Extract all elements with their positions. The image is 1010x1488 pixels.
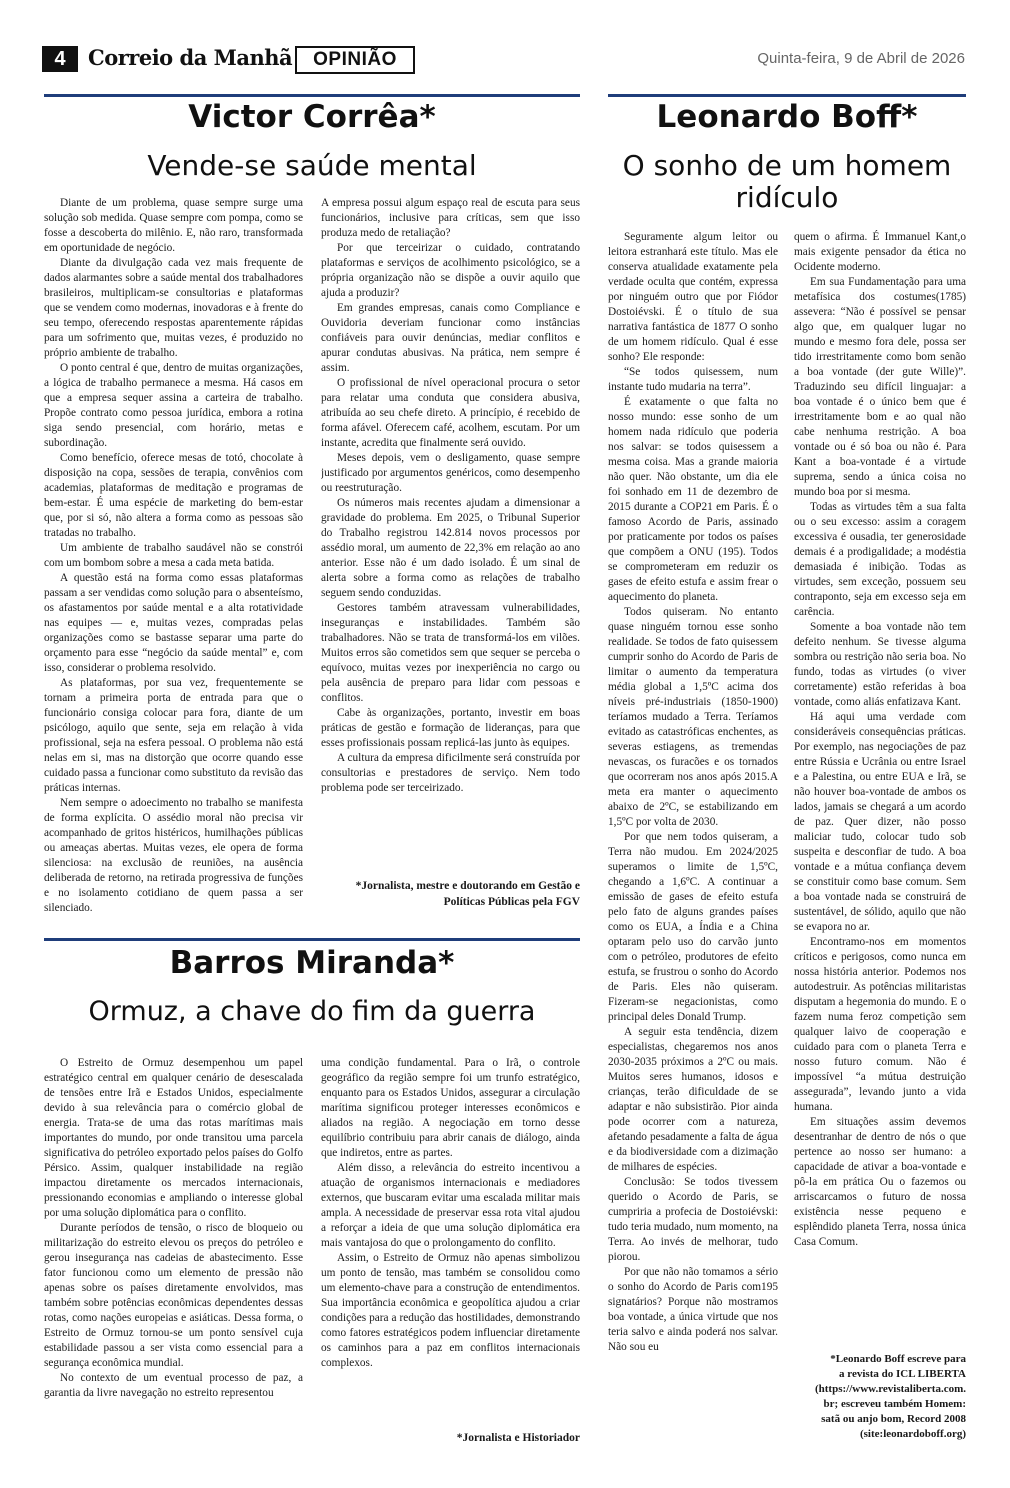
paragraph: A seguir esta tendência, dizem especialistas, chegaremos nos anos 2030-2035 próximos a 2ºC ou mais. Muitos seres humanos, idosos e crianças, terão dificuldade de se adaptar e não subsistirão. Pior ainda pode ocorrer com a natureza, afetando pesadamente a falta de água e da biodiversidade com a dizimação de milhares de espécies. bbox=[608, 1026, 778, 1173]
paragraph: Por que terceirizar o cuidado, contratando plataformas e serviços de acolhimento psicológico, se a própria organização não se dispõe a ouvir aquilo que ajuda a produzir? bbox=[321, 242, 580, 299]
article1-column-2 bbox=[321, 196, 580, 864]
paragraph: Um ambiente de trabalho saudável não se constrói com um bombom sobre a mesa a cada meta batida. bbox=[44, 542, 303, 569]
paragraph: Todas as virtudes têm a sua falta ou o seu excesso: assim a coragem excessiva é ousadia, ter generosidade demais é a prodigalidade; a modéstia demasiada é inibição. Todas as virtudes, sem exceção, possuem seu contraponto, seja em excesso seja em carência. bbox=[794, 501, 966, 618]
header-date: Quinta-feira, 9 de Abril de 2026 bbox=[757, 50, 965, 67]
paragraph: As plataformas, por sua vez, frequentemente se tornam a primeira porta de entrada para que o funcionário consiga colocar para fora, diante de um psicólogo, aquilo que sente, seja em relação à vida profissional, seja na esfera pessoal. O problema não está nelas em si, mas na distorção que ocorre quando esse cuidado passa a funcionar como substituto da revisão das práticas internas. bbox=[44, 677, 303, 794]
article2-column-1 bbox=[44, 1056, 303, 1458]
article2-headline: Ormuz, a chave do fim da guerra bbox=[88, 996, 536, 1027]
article1-credit bbox=[321, 878, 580, 910]
paragraph: Seguramente algum leitor ou leitora estranhará este título. Mas ele conserva atualidade exatamente pela verdade oculta que contém, expressa por ninguém outro que por Fiódor Dostoiévski. É o título de sua narrativa fantástica de 1877 O sonho de um homem ridículo. Qual é esse sonho? Ele responde: bbox=[608, 231, 778, 363]
article3-credit-line: (https://www.revistaliberta.com. bbox=[814, 1383, 966, 1395]
paragraph: É exatamente o que falta no nosso mundo: esse sonho de um homem nada ridículo que poderia nos salvar: se todos quisessem a mesma coisa. Mas a grande maioria não quer. Não obstante, um dia ele foi sonhado em 11 de dezembro de 2015 durante a COP21 em Paris. É o famoso Acordo de Paris, assinado por praticamente por todos os países que compõem a ONU (195). Todos se comprometeram em reduzir os gases de efeito estufa e assim frear o aquecimento do planeta. bbox=[608, 396, 778, 603]
article3-credit-line: a revista do ICL LIBERTA bbox=[839, 1368, 966, 1380]
article1-credit-line: Políticas Públicas pela FGV bbox=[443, 896, 580, 908]
paragraph: Assim, o Estreito de Ormuz não apenas simbolizou um ponto de tensão, mas também se consolidou como um elemento-chave para a construção de entendimentos. Sua importância econômica e geopolítica ajudou a criar condições para a redução das hostilidades, demonstrando como fatores estratégicos podem influenciar diretamente os caminhos para a paz em conflitos internacionais complexos. bbox=[321, 1252, 580, 1369]
newspaper-name: Correio da Manhã bbox=[88, 45, 293, 70]
paragraph: quem o afirma. É Immanuel Kant,o mais exigente pensador da ética no Ocidente moderno. bbox=[794, 231, 966, 273]
article1-column-1 bbox=[44, 196, 303, 916]
paragraph: A questão está na forma como essas plataformas passam a ser vendidas como solução para o absenteísmo, os afastamentos por saúde mental e a alta rotatividade nas equipes — e, muitas vezes, compradas pelas organizações como se bastasse separar uma parte do orçamento para esse “negócio da saúde mental” e, com isso, considerar o problema resolvido. bbox=[44, 572, 303, 674]
article3-credit-line: satã ou anjo bom, Record 2008 bbox=[821, 1413, 966, 1425]
paragraph: Há aqui uma verdade com consideráveis consequências práticas. Por exemplo, nas negociações de paz entre Rússia e Ucrânia ou entre Israel e a Palestina, ou entre EUA e Irã, se não houver boa-vontade de ambos os lados, jamais se chegará a um acordo de paz. Quer dizer, não posso maliciar tudo, colocar tudo sob suspeita e desconfiar de tudo. A boa vontade e a mútua confiança devem se constituir como base comum. Sem a boa vontade nada se construirá de sustentável, de sólido, aquilo que não se evapora no ar. bbox=[794, 711, 966, 933]
article1-credit-line: *Jornalista, mestre e doutorando em Gestão e bbox=[355, 880, 580, 892]
article3-headline: O sonho de um homem ridículo bbox=[622, 149, 952, 215]
article3-author: Leonardo Boff* bbox=[656, 99, 918, 135]
article3-rule bbox=[608, 94, 966, 97]
paragraph: Por que nem todos quiseram, a Terra não mudou. Em 2024/2025 superamos o limite de 1,5ºC, chegando a 1,6ºC. A continuar a emissão de gases de efeito estufa pelo fato de alguns grandes países como os EUA, a Índia e a China optaram pelo uso do carvão junto com o petróleo, produtores de efeito estufa, se frustrou o sonho do Acordo de Paris. Eles não quiseram. Fizeram-se negacionistas, como principal deles Donald Trump. bbox=[608, 831, 778, 1023]
paragraph: “Se todos quisessem, num instante tudo mudaria na terra”. bbox=[608, 366, 778, 393]
paragraph: O ponto central é que, dentro de muitas organizações, a lógica de trabalho permanece a mesma. Há casos em que a empresa sequer assina a carteira de trabalho. Propõe contrato como pessoa jurídica, embora a rotina siga sendo presencial, com horário, metas e subordinação. bbox=[44, 362, 303, 449]
paragraph: Nem sempre o adoecimento no trabalho se manifesta de forma explícita. O assédio moral não precisa vir acompanhado de gritos histéricos, humilhações públicas ou ameaças abertas. Muitas vezes, ele opera de forma silenciosa: na exclusão de reuniões, na ausência deliberada de retorno, na retirada progressiva de funções e no isolamento cotidiano de quem passa a ser silenciado. bbox=[44, 797, 303, 914]
paragraph: Por que não não tomamos a sério o sonho do Acordo de Paris com195 signatários? Porque não mostramos boa vontade, a única virtude que nos teria salvo e ainda poderá nos salvar. Não sou eu bbox=[608, 1266, 778, 1353]
article2-column-2 bbox=[321, 1056, 580, 1408]
paragraph: Como benefício, oferece mesas de totó, chocolate à disposição na copa, sessões de terapia, convênios com academias, plataformas de meditação e programas de bem-estar. É uma espécie de marketing do bem-estar que, por si só, não altera a forma como as pessoas são tratadas no trabalho. bbox=[44, 452, 303, 539]
article2-author: Barros Miranda* bbox=[169, 945, 455, 981]
paragraph: Gestores também atravessam vulnerabilidades, inseguranças e instabilidades. Também são trabalhadores. Não se trata de transformá-los em vilões. Muitos erros são cometidos sem que sequer se perceba o equívoco, muitas vezes por inexperiência no cargo ou pela ausência de preparo para lidar com pessoas e conflitos. bbox=[321, 602, 580, 704]
article3-credit-line: *Leonardo Boff escreve para bbox=[830, 1353, 966, 1365]
paragraph: Conclusão: Se todos tivessem querido o Acordo de Paris, se cumpriria a profecia de Dostoiévski: tudo teria mudado, num momento, na Terra. Ao invés de melhorar, tudo piorou. bbox=[608, 1176, 778, 1263]
paragraph: A empresa possui algum espaço real de escuta para seus funcionários, inclusive para críticas, sem que isso produza medo de retaliação? bbox=[321, 197, 580, 239]
article1-headline: Vende-se saúde mental bbox=[147, 149, 477, 182]
paragraph: Encontramo-nos em momentos críticos e perigosos, como nunca em nossa história anterior. Podemos nos autodestruir. As potências militaristas disputam a hegemonia do mundo. E o fazem numa feroz competição sem qualquer laivo de cooperação e cuidado para com o planeta Terra e nosso futuro comum. Não é impossível “a mútua destruição assegurada”, levando junto a vida humana. bbox=[794, 936, 966, 1113]
article1-author: Victor Corrêa* bbox=[188, 99, 436, 135]
paragraph: uma condição fundamental. Para o Irã, o controle geográfico da região sempre foi um trunfo estratégico, enquanto para os Estados Unidos, assegurar a circulação marítima significou proteger interesses econômicos e aliados na região. A negociação em torno desse equilíbrio contribuiu para abrir canais de diálogo, ainda que indiretos, entre as partes. bbox=[321, 1057, 580, 1159]
paragraph: Diante da divulgação cada vez mais frequente de dados alarmantes sobre a saúde mental dos trabalhadores brasileiros, multiplicam-se consultorias e plataformas que se vendem como modernas, inovadoras e à frente do seu tempo, oferecendo respostas aparentemente rápidas para um sofrimento que, muitas vezes, é produzido no próprio ambiente de trabalho. bbox=[44, 257, 303, 359]
paragraph: Somente a boa vontade não tem defeito nenhum. Se tivesse alguma sombra ou restrição não seria boa. No fundo, todas as virtudes (o viver corretamente) estão referidas à boa vontade, como aliás enfatizava Kant. bbox=[794, 621, 966, 708]
section-label: OPINIÃO bbox=[295, 46, 415, 74]
paragraph: Em grandes empresas, canais como Compliance e Ouvidoria deveriam funcionar como instâncias confiáveis para ouvir denúncias, mediar conflitos e apurar condutas abusivas. Na prática, nem sempre é assim. bbox=[321, 302, 580, 374]
paragraph: Além disso, a relevância do estreito incentivou a atuação de organismos internacionais e mediadores externos, que buscaram evitar uma escalada militar mais ampla. A necessidade de preservar essa rota vital ajudou a reforçar a ideia de que uma solução diplomática era mais vantajosa do que o prolongamento do conflito. bbox=[321, 1162, 580, 1249]
paragraph: Os números mais recentes ajudam a dimensionar a gravidade do problema. Em 2025, o Tribunal Superior do Trabalho registrou 142.814 novos processos por assédio moral, um aumento de 22,3% em relação ao ano anterior. Esse não é um dado isolado. É um sinal de alerta sobre a forma como as relações de trabalho seguem sendo conduzidas. bbox=[321, 497, 580, 599]
paragraph: No contexto de um eventual processo de paz, a garantia da livre navegação no estreito representou bbox=[44, 1372, 303, 1399]
paragraph: Diante de um problema, quase sempre surge uma solução sob medida. Quase sempre com pompa, como se fosse a descoberta do milênio. E, não raro, transformada em oportunidade de negócio. bbox=[44, 197, 303, 254]
paragraph: O profissional de nível operacional procura o setor para relatar uma conduta que considera abusiva, atribuída ao seu chefe direto. A princípio, é recebido de forma afável. Oferecem café, acolhem, escutam. Por um instante, acredita que finalmente será ouvido. bbox=[321, 377, 580, 449]
article3-credit bbox=[794, 1352, 966, 1442]
article3-column-1 bbox=[608, 230, 778, 1458]
paragraph: Durante períodos de tensão, o risco de bloqueio ou militarização do estreito elevou os preços do petróleo e gerou insegurança nas cadeias de abastecimento. Esse fator funcionou como um elemento de pressão não apenas sobre os países diretamente envolvidos, mas também sobre potências econômicas dependentes dessas rotas, como nações europeias e asiáticas. Dessa forma, o Estreito de Ormuz tornou-se um ponto sensível cuja estabilidade passou a ser vista como essencial para a segurança econômica mundial. bbox=[44, 1222, 303, 1369]
article2-credit: *Jornalista e Historiador bbox=[456, 1432, 580, 1444]
article1-rule bbox=[44, 94, 580, 97]
paragraph: Em sua Fundamentação para uma metafísica dos costumes(1785) assevera: “Não é possível se pensar algo que, em qualquer lugar no mundo e mesmo fora dele, possa ser tido irrestritamente como bom senão a boa vontade (der gute Wille)”. Traduzindo seu difícil linguajar: a boa vontade é o único bem que é irrestritamente bom e ao qual não cabe nenhuma restrição. A boa vontade ou é só boa ou não é. Para Kant a boa-vontade é a virtude suprema, sendo a única coisa no mundo boa por si mesma. bbox=[794, 276, 966, 498]
article2-rule bbox=[44, 938, 580, 941]
paragraph: O Estreito de Ormuz desempenhou um papel estratégico central em qualquer cenário de desescalada de tensões entre Irã e Estados Unidos, especialmente devido à sua relevância para o comércio global de energia. Trata-se de uma das rotas marítimas mais importantes do mundo, por onde transitou uma parcela significativa do petróleo exportado pelos países do Golfo Pérsico. Assim, qualquer instabilidade na região impactou diretamente os mercados internacionais, pressionando economias e ampliando o interesse global por uma solução diplomática para o conflito. bbox=[44, 1057, 303, 1219]
article3-column-2 bbox=[794, 230, 966, 1344]
paragraph: Cabe às organizações, portanto, investir em boas práticas de gestão e formação de lideranças, para que esses profissionais possam replicá-las junto às equipes. bbox=[321, 707, 580, 749]
paragraph: A cultura da empresa dificilmente será construída por consultorias e prestadores de serviço. Nem todo problema pode ser terceirizado. bbox=[321, 752, 580, 794]
paragraph: Todos quiseram. No entanto quase ninguém tornou esse sonho realidade. Se todos de fato quisessem cumprir sonho do Acordo de Paris de limitar o aumento da temperatura média global a 1,5ºC acima dos níveis pré-industriais (1850-1900) teríamos mudado a Terra. Teríamos evitado as catastróficas enchentes, as severas estiagens, as tremendas nevascas, os furacões e os tornados que ocorreram nos anos após 2015.A meta era manter o aquecimento abaixo de 2ºC, se estabilizando em 1,5ºC por volta de 2030. bbox=[608, 606, 778, 828]
page-number: 4 bbox=[42, 46, 78, 72]
article3-credit-line: br; escreveu também Homem: bbox=[823, 1398, 966, 1410]
paragraph: Em situações assim devemos desentranhar de dentro de nós o que pertence ao nosso ser humano: a capacidade de ativar a boa-vontade e pô-la em prática Ou o fazemos ou arriscarcamos o futuro de nossa existência nesse pequeno e esplêndido planeta Terra, nossa única Casa Comum. bbox=[794, 1116, 966, 1248]
article3-credit-line: (site:leonardoboff.org) bbox=[859, 1428, 966, 1440]
paragraph: Meses depois, vem o desligamento, quase sempre justificado por argumentos genéricos, como desempenho ou reestruturação. bbox=[321, 452, 580, 494]
